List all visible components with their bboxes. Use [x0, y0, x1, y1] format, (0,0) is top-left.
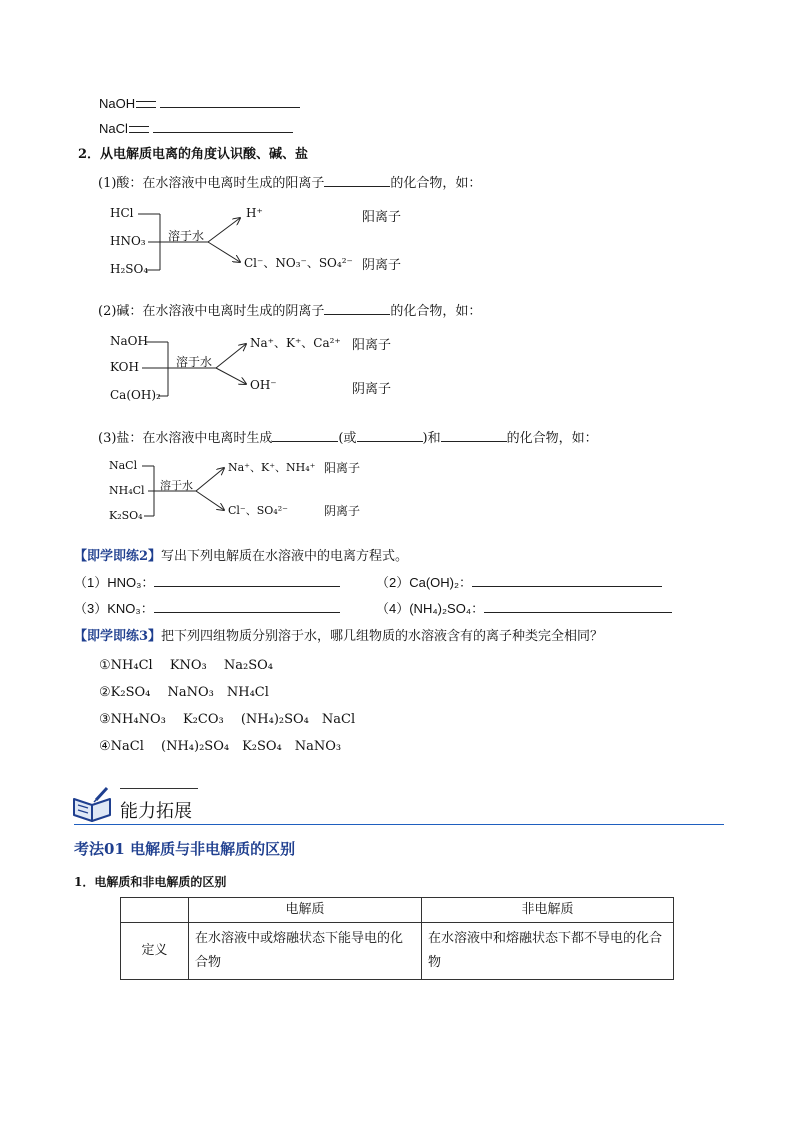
acid-definition — [98, 172, 481, 191]
group-4: ④NaCl (NH₄)₂SO₄ K₂SO₄ NaNO₃ — [99, 739, 342, 754]
reactant-hno3: HNO₃ — [110, 234, 146, 248]
anion-label: 阴离子 — [362, 258, 402, 273]
practice2-item-2 — [376, 572, 662, 591]
reactant-nacl: NaCl — [109, 459, 138, 472]
base-cations: Na⁺、K⁺、Ca²⁺ — [250, 336, 341, 350]
item-label: （3）KNO₃： — [74, 601, 154, 616]
item-label: （2）Ca(OH)₂： — [376, 575, 473, 590]
acid-cation: H⁺ — [246, 206, 263, 220]
table-cell: 在水溶液中或熔融状态下能导电的化合物 — [189, 923, 422, 980]
practice3-prompt — [74, 625, 603, 644]
salt-ionization-diagram — [108, 456, 408, 526]
equals-sign — [136, 101, 156, 108]
group-1: ①NH₄Cl KNO₃ Na₂SO₄ — [99, 658, 274, 673]
table-row — [121, 923, 674, 980]
base-ionization-diagram — [108, 330, 408, 410]
reactant-k2so4: K₂SO₄ — [109, 509, 143, 522]
practice2-item-4 — [376, 598, 672, 617]
salt-blank-1[interactable] — [272, 428, 338, 442]
naoh-equation — [99, 94, 300, 111]
base-definition — [98, 300, 481, 319]
table-cell: 在水溶液中和熔融状态下都不导电的化合物 — [422, 923, 674, 980]
practice2-text: 写出下列电解质在水溶液中的电离方程式。 — [161, 549, 409, 564]
acid-def-tail: 的化合物，如： — [390, 176, 482, 191]
table-header-cell — [121, 898, 189, 923]
reactant-h2so4: H₂SO₄ — [110, 262, 149, 276]
dissolve-label: 溶于水 — [160, 479, 193, 492]
salt-def-or: (或 — [338, 431, 357, 446]
dissolve-label: 溶于水 — [176, 355, 213, 369]
base-blank[interactable] — [324, 301, 390, 315]
salt-def-and: )和 — [422, 431, 441, 446]
salt-definition — [98, 427, 598, 446]
salt-def-tail: 的化合物，如： — [506, 431, 598, 446]
acid-def-text: (1)酸：在水溶液中电离时生成的阳离子 — [98, 176, 325, 191]
comparison-table — [120, 897, 674, 980]
salt-anions: Cl⁻、SO₄²⁻ — [228, 504, 288, 517]
naoh-formula: NaOH — [99, 96, 136, 111]
practice2-item-1 — [74, 572, 340, 591]
base-def-tail: 的化合物，如： — [390, 304, 482, 319]
practice3-tag: 【即学即练3】 — [74, 629, 162, 644]
cation-label: 阳离子 — [362, 210, 402, 225]
salt-def-text: (3)盐：在水溶液中电离时生成 — [98, 431, 273, 446]
table-header-row — [121, 898, 674, 923]
cation-label: 阳离子 — [352, 338, 392, 353]
table-header-cell: 电解质 — [189, 898, 422, 923]
reactant-koh: KOH — [110, 360, 139, 374]
group-3: ③NH₄NO₃ K₂CO₃ (NH₄)₂SO₄ NaCl — [99, 712, 356, 727]
salt-cations: Na⁺、K⁺、NH₄⁺ — [228, 461, 316, 474]
item-label: （1）HNO₃： — [74, 575, 155, 590]
equals-sign — [129, 126, 149, 133]
salt-blank-2[interactable] — [357, 428, 423, 442]
dissolve-label: 溶于水 — [168, 229, 205, 243]
section2-title: 2．从电解质电离的角度认识酸、碱、盐 — [78, 147, 309, 162]
answer-blank[interactable] — [484, 599, 672, 613]
subsection-title: 1．电解质和非电解质的区别 — [74, 875, 227, 889]
nacl-answer-blank[interactable] — [153, 119, 293, 133]
method-heading: 考法01 电解质与非电解质的区别 — [74, 840, 296, 858]
salt-blank-3[interactable] — [441, 428, 507, 442]
practice3-text: 把下列四组物质分别溶于水，哪几组物质的水溶液含有的离子种类完全相同？ — [161, 629, 604, 644]
answer-blank[interactable] — [154, 599, 340, 613]
reactant-nh4cl: NH₄Cl — [109, 484, 145, 497]
acid-blank[interactable] — [324, 173, 390, 187]
acid-ionization-diagram — [108, 200, 428, 280]
banner-overline — [120, 788, 198, 789]
practice2-prompt — [74, 545, 408, 564]
nacl-equation — [99, 119, 293, 136]
reactant-hcl: HCl — [110, 206, 134, 220]
book-pen-icon — [72, 785, 114, 823]
anion-label: 阴离子 — [352, 382, 392, 397]
reactant-naoh: NaOH — [110, 334, 148, 348]
banner-title: 能力拓展 — [120, 801, 192, 821]
practice2-item-3 — [74, 598, 340, 617]
acid-anions: Cl⁻、NO₃⁻、SO₄²⁻ — [244, 256, 353, 270]
practice2-tag: 【即学即练2】 — [74, 549, 162, 564]
banner-rule — [74, 824, 724, 825]
anion-label: 阴离子 — [324, 504, 361, 518]
item-label: （4）(NH₄)₂SO₄： — [376, 601, 485, 616]
table-cell: 定义 — [121, 923, 189, 980]
group-2: ②K₂SO₄ NaNO₃ NH₄Cl — [99, 685, 269, 700]
table-header-cell: 非电解质 — [422, 898, 674, 923]
base-anion: OH⁻ — [250, 378, 277, 392]
cation-label: 阳离子 — [324, 461, 361, 475]
answer-blank[interactable] — [154, 573, 340, 587]
naoh-answer-blank[interactable] — [160, 94, 300, 108]
nacl-formula: NaCl — [99, 121, 128, 136]
answer-blank[interactable] — [472, 573, 662, 587]
base-def-text: (2)碱：在水溶液中电离时生成的阴离子 — [98, 304, 325, 319]
reactant-caoh2: Ca(OH)₂ — [110, 388, 161, 402]
